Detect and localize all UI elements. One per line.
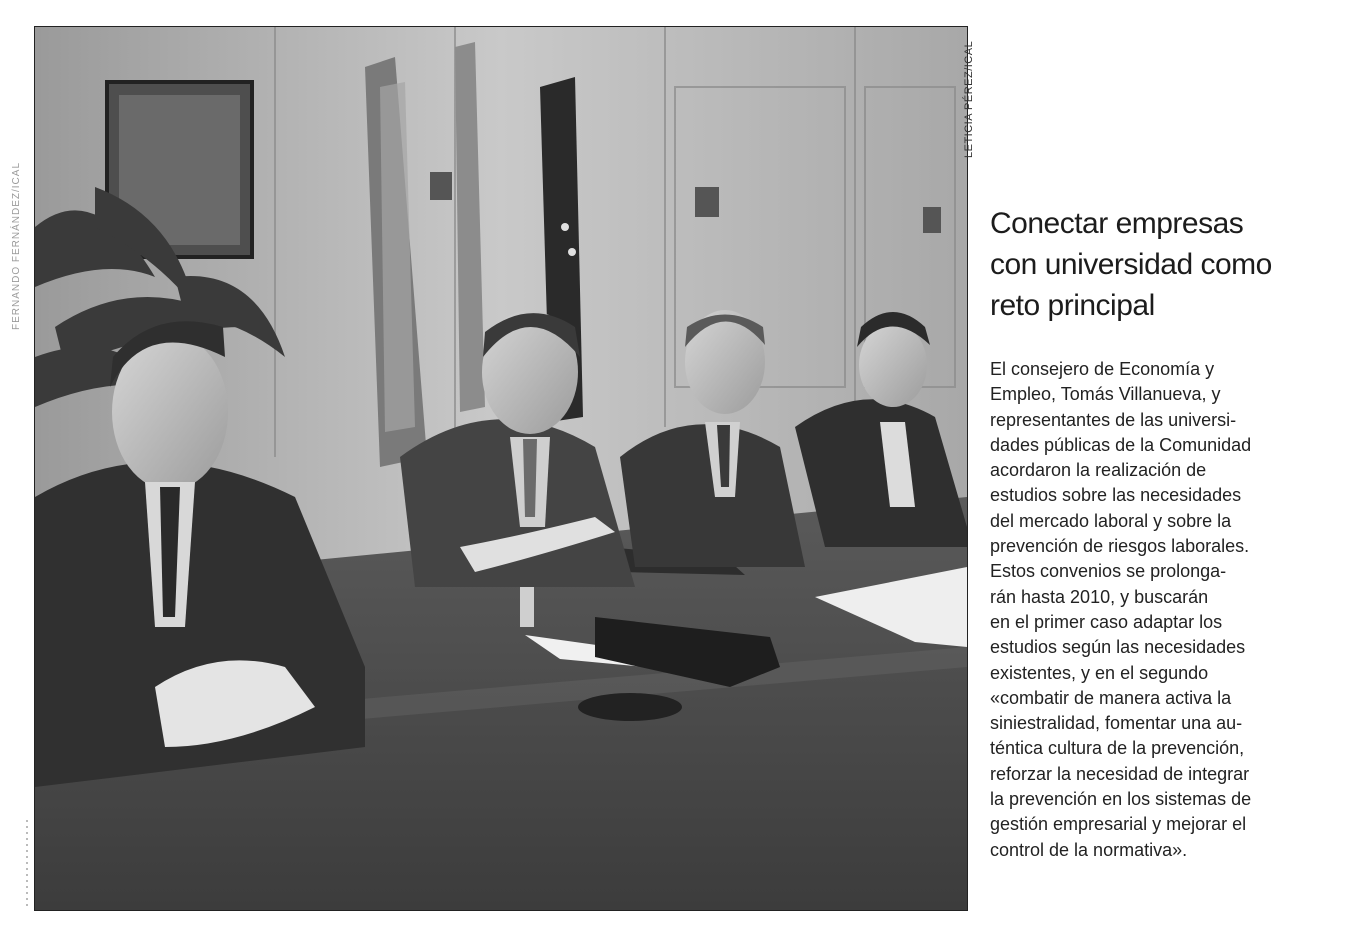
body-line: reforzar la necesidad de integrar xyxy=(990,763,1250,784)
headline-line: Conectar empresas xyxy=(990,207,1244,240)
body-line: estudios según las necesidades xyxy=(990,637,1246,658)
body-line: representantes de las universi- xyxy=(990,409,1237,430)
photo-credit xyxy=(958,20,978,160)
body-line: gestión empresarial y mejorar el xyxy=(990,814,1247,835)
body-line: «combatir de manera activa la xyxy=(990,687,1232,708)
article-body xyxy=(990,357,1330,863)
body-line: rán hasta 2010, y buscarán xyxy=(990,586,1209,607)
body-line: siniestralidad, fomentar una au- xyxy=(990,713,1243,734)
body-line: téntica cultura de la prevención, xyxy=(990,738,1245,759)
news-photo-illustration xyxy=(35,27,967,910)
body-line: en el primer caso adaptar los xyxy=(990,611,1223,632)
body-line: existentes, y en el segundo xyxy=(990,662,1209,683)
headline-line: reto principal xyxy=(990,289,1155,322)
body-line: control de la normativa». xyxy=(990,839,1188,860)
body-line: del mercado laboral y sobre la xyxy=(990,510,1232,531)
body-line: Empleo, Tomás Villanueva, y xyxy=(990,384,1221,405)
body-line: Estos convenios se prolonga- xyxy=(990,561,1227,582)
body-line: estudios sobre las necesidades xyxy=(990,485,1242,506)
side-photo-credit-text: FERNANDO FERNÁNDEZ/ICAL xyxy=(11,161,22,330)
photo-credit-text: LETICIA PÉREZ/ICAL xyxy=(963,40,975,158)
margin-dotted-rule xyxy=(26,820,28,910)
headline-line: con universidad como xyxy=(990,248,1272,281)
body-line: prevención de riesgos laborales. xyxy=(990,536,1250,557)
body-line: acordaron la realización de xyxy=(990,460,1207,481)
body-line: la prevención en los sistemas de xyxy=(990,789,1252,810)
body-line: dades públicas de la Comunidad xyxy=(990,434,1252,455)
news-photo xyxy=(34,26,968,911)
side-photo-credit xyxy=(3,30,22,330)
body-line: El consejero de Economía y xyxy=(990,359,1215,379)
article-headline xyxy=(990,203,1335,326)
